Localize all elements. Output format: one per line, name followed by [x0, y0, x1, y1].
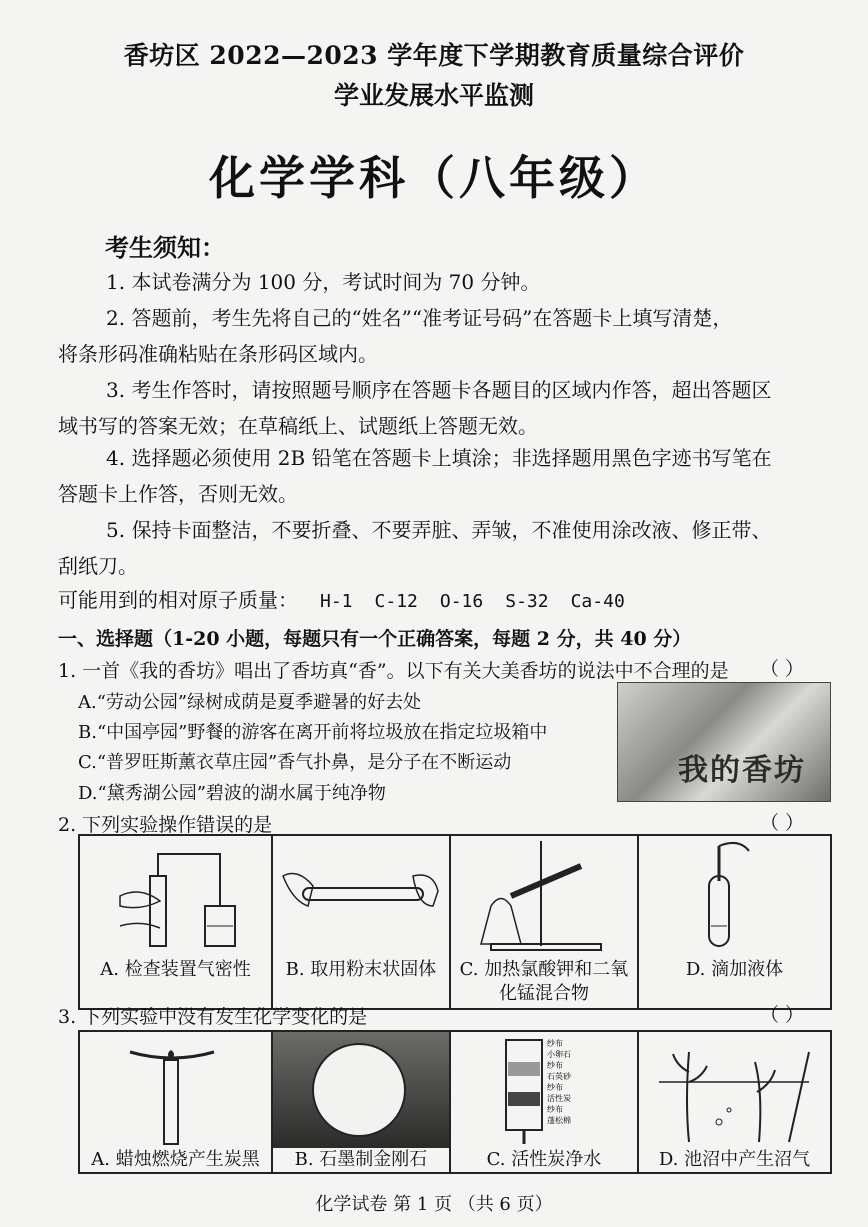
q1-stem: 1. 一首《我的香坊》唱出了香坊真“香”。以下有关大美香坊的说法中不合理的是	[58, 660, 729, 682]
atomic-value: S-32	[505, 591, 549, 612]
q3-fig-d	[638, 1031, 831, 1173]
q1-photo	[617, 682, 831, 802]
heating-diagram	[451, 836, 637, 956]
q3-fig-a	[79, 1031, 272, 1173]
candle-plate-icon	[80, 1032, 266, 1148]
q1-option-b: B.“中国亭园”野餐的游客在离开前将垃圾放在指定垃圾箱中	[78, 722, 548, 743]
q1-photo-sign: 我的香坊	[678, 753, 806, 788]
filter-layer-label: 石英砂	[546, 1072, 571, 1081]
q2-caption-a: A. 检查装置气密性	[100, 959, 251, 980]
filter-layer-label: 小卵石	[546, 1050, 571, 1059]
q1-option-a: A.“劳动公园”绿树成荫是夏季避暑的好去处	[78, 692, 422, 713]
q3-fig-b	[272, 1031, 450, 1173]
notice-line: 3. 考生作答时，请按照题号顺序在答题卡各题目的区域内作答，超出答题区	[106, 378, 772, 402]
atomic-value: C-12	[374, 591, 418, 612]
filter-layer-label: 纱布	[546, 1039, 563, 1048]
pond-plant-icon	[639, 1032, 825, 1148]
section-heading: 一、选择题（1-20 小题，每题只有一个正确答案，每题 2 分，共 40 分）	[58, 628, 692, 650]
notice-line: 将条形码准确粘贴在条形码区域内。	[58, 342, 378, 366]
q2-fig-a	[79, 835, 272, 1009]
q3-caption-b: B. 石墨制金刚石	[294, 1149, 428, 1170]
test-tube-horizontal-icon	[273, 836, 445, 956]
filter-layer-label: 纱布	[546, 1083, 563, 1092]
notice-line: 答题卡上作答，否则无效。	[58, 482, 298, 506]
notice-item-2	[58, 300, 824, 372]
q2-caption-d: D. 滴加液体	[685, 959, 784, 980]
page-footer: 化学试卷 第 1 页 （共 6 页）	[315, 1194, 553, 1215]
notice-line: 刮纸刀。	[58, 554, 138, 578]
water-filter-diagram	[451, 1032, 637, 1148]
filter-layer-label: 活性炭	[546, 1094, 571, 1103]
q2-stem: 2. 下列实验操作错误的是	[58, 814, 273, 836]
q2-answer-blank[interactable]: （ ）	[760, 812, 805, 834]
q3-fig-c	[450, 1031, 638, 1173]
q2-fig-b	[272, 835, 450, 1009]
marsh-gas-diagram	[639, 1032, 830, 1148]
filter-layer-label: 纱布	[546, 1061, 563, 1070]
q3-answer-blank[interactable]: （ ）	[760, 1004, 805, 1026]
q3-figure-table	[78, 1030, 832, 1174]
notice-heading: 考生须知：	[105, 233, 225, 262]
q3-caption-d: D. 池沼中产生沼气	[658, 1149, 811, 1170]
q1-option-c: C.“普罗旺斯薰衣草庄园”香气扑鼻，是分子在不断运动	[78, 752, 512, 773]
diamond-sphere-icon	[273, 1032, 445, 1148]
powder-diagram	[273, 836, 449, 956]
notice-item-4	[58, 440, 824, 512]
atomic-value: H-1	[320, 591, 353, 612]
q1-option-d: D.“黛秀湖公园”碧波的湖水属于纯净物	[78, 783, 386, 804]
notice-line: 1. 本试卷满分为 100 分，考试时间为 70 分钟。	[106, 270, 541, 294]
exam-header-line2: 学业发展水平监测	[333, 81, 534, 110]
graphite-photo	[273, 1032, 449, 1148]
q2-fig-c	[450, 835, 638, 1009]
notice-item-5	[58, 512, 824, 584]
q2-figure-table	[78, 834, 832, 1010]
airtightness-icon	[80, 836, 266, 956]
dropper-icon	[639, 836, 825, 956]
notice-item-1	[58, 264, 824, 300]
notice-line: 4. 选择题必须使用 2B 铅笔在答题卡上填涂；非选择题用黑色字迹书写笔在	[106, 446, 772, 470]
notice-item-3	[58, 372, 824, 444]
notice-line: 5. 保持卡面整洁，不要折叠、不要弄脏、弄皱，不准使用涂改液、修正带、	[106, 518, 772, 542]
atomic-value: O-16	[439, 591, 484, 612]
q3-caption-a: A. 蜡烛燃烧产生炭黑	[91, 1149, 260, 1170]
q2-caption-c: C. 加热氯酸钾和二氧化锰混合物	[459, 959, 629, 1004]
notice-line: 2. 答题前，考生先将自己的“姓名”“准考证号码”在答题卡上填写清楚，	[106, 306, 733, 330]
candle-diagram	[80, 1032, 271, 1148]
q3-caption-c: C. 活性炭净水	[486, 1149, 602, 1170]
airtightness-diagram	[80, 836, 271, 956]
q1-answer-blank[interactable]: （ ）	[760, 658, 805, 680]
q3-stem: 3. 下列实验中没有发生化学变化的是	[58, 1006, 368, 1028]
filter-layer-label: 蓬松棉	[546, 1116, 571, 1125]
dropper-diagram	[639, 836, 830, 956]
atomic-value: Ca-40	[570, 591, 625, 612]
atomic-label: 可能用到的相对原子质量：	[58, 588, 298, 612]
filter-layer-label: 纱布	[546, 1105, 563, 1114]
q2-fig-d	[638, 835, 831, 1009]
notice-line: 域书写的答案无效；在草稿纸上、试题纸上答题无效。	[58, 414, 538, 438]
atomic-masses	[58, 584, 625, 613]
exam-header-line1: 香坊区 2022—2023 学年度下学期教育质量综合评价	[123, 41, 745, 70]
exam-title: 化学学科（八年级）	[209, 151, 659, 205]
water-filter-icon	[451, 1032, 633, 1148]
q2-caption-b: B. 取用粉末状固体	[285, 959, 437, 980]
alcohol-lamp-stand-icon	[451, 836, 633, 956]
